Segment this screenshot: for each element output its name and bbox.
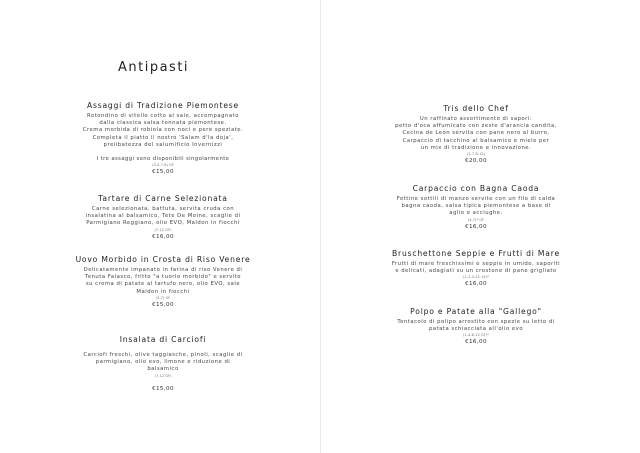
dish-bruschettone (366, 249, 586, 288)
dish-description: Frutti di mare freschissimi e seppie in umido, saporiti e delicati, adagiati su un crostone di pane grigliato (391, 261, 561, 275)
dish-description: Delicatamente impanato in farina di riso Venere di Tenuta Falasco, fritto "a tuorlo morbido" e servito su crema di patate al tartufo nero, olio EVO, sale Maldon in fiocchi (83, 267, 243, 295)
dish-name: Assaggi di Tradizione Piemontese (86, 101, 240, 110)
dish-polpo (366, 307, 586, 346)
dish-price: €16,00 (465, 339, 487, 346)
dish-price: €16,00 (465, 281, 487, 288)
dish-description: Carciofi freschi, olive taggiasche, pinoli, scaglie di parmigiano, olio evo, limone e riduzione di balsamico (83, 352, 243, 373)
dish-allergens: (1-7-8-12) (466, 152, 486, 157)
dish-description: Rotondino di vitello cotto al sale, accompagnato dalla classica salsa tonnata piemontese. Crema morbida di robiola con noci e pere speziate. Completa il piatto il nostro 'Salam d'la doja', prelibatezza del salumificio Invernizzi (82, 113, 244, 148)
dish-uovo (53, 255, 273, 309)
dish-name: Bruschettone Seppie e Frutti di Mare (392, 249, 560, 258)
dish-note: I tre assaggi sono disponibili singolarmente (96, 156, 230, 163)
dish-description: Un raffinato assortimento di sapori: petto d'oca affumicato con zeste d'arancia candita, Cecina de León servita con pane nero al burro, Carpaccio di tacchino al balsamico e miele per un mix di tradizione e innovazione. (395, 116, 557, 151)
dish-allergens: (3-7) GF (155, 295, 171, 300)
dish-allergens: (4-7)* GF (467, 217, 485, 222)
page-divider (320, 0, 321, 453)
dish-carpaccio (366, 184, 586, 231)
dish-name: Carpaccio con Bagna Caoda (412, 184, 540, 193)
dish-price: €15,00 (152, 169, 174, 176)
dish-name: Insalata di Carciofi (119, 335, 207, 344)
dish-allergens: (1-2-4-12-14)* (463, 275, 489, 280)
dish-price: €15,00 (152, 385, 174, 392)
dish-price: €20,00 (465, 158, 487, 165)
dish-price: €16,00 (465, 223, 487, 230)
dish-description: Fettine sottili di manzo servite con un filo di calda bagna caoda, salsa tipica piemontese a base di aglio e acciughe. (396, 196, 556, 217)
dish-allergens: (1-4-8-12 GF)* (463, 333, 489, 338)
dish-price: €15,00 (152, 301, 174, 308)
dish-tartare (53, 194, 273, 241)
dish-allergens: (3-4-7-8) GF (152, 163, 174, 168)
dish-allergens: (7-12 GF) (154, 373, 172, 378)
dish-description: Tentacolo di polipo arrostito con spezie su letto di patata schiacciata all'olio evo (397, 319, 555, 333)
dish-assaggi (53, 101, 273, 176)
section-title: Antipasti (118, 60, 190, 75)
dish-allergens: (7-12 GF) (154, 227, 172, 232)
dish-name: Polpo e Patate alla "Gallego" (410, 307, 542, 316)
dish-name: Uovo Morbido in Crosta di Riso Venere (75, 255, 251, 264)
dish-name: Tris dello Chef (443, 104, 509, 113)
dish-tris (366, 104, 586, 165)
dish-name: Tartare di Carne Selezionata (98, 194, 228, 203)
dish-price: €16,00 (152, 233, 174, 240)
dish-insalata (53, 335, 273, 393)
dish-description: Carne selezionata, battuta, servita cruda con insalatina al balsamico, Tete De Moine, scaglie di Parmigiano Reggiano, olio EVO, Maldon in fiocchi (85, 206, 241, 227)
